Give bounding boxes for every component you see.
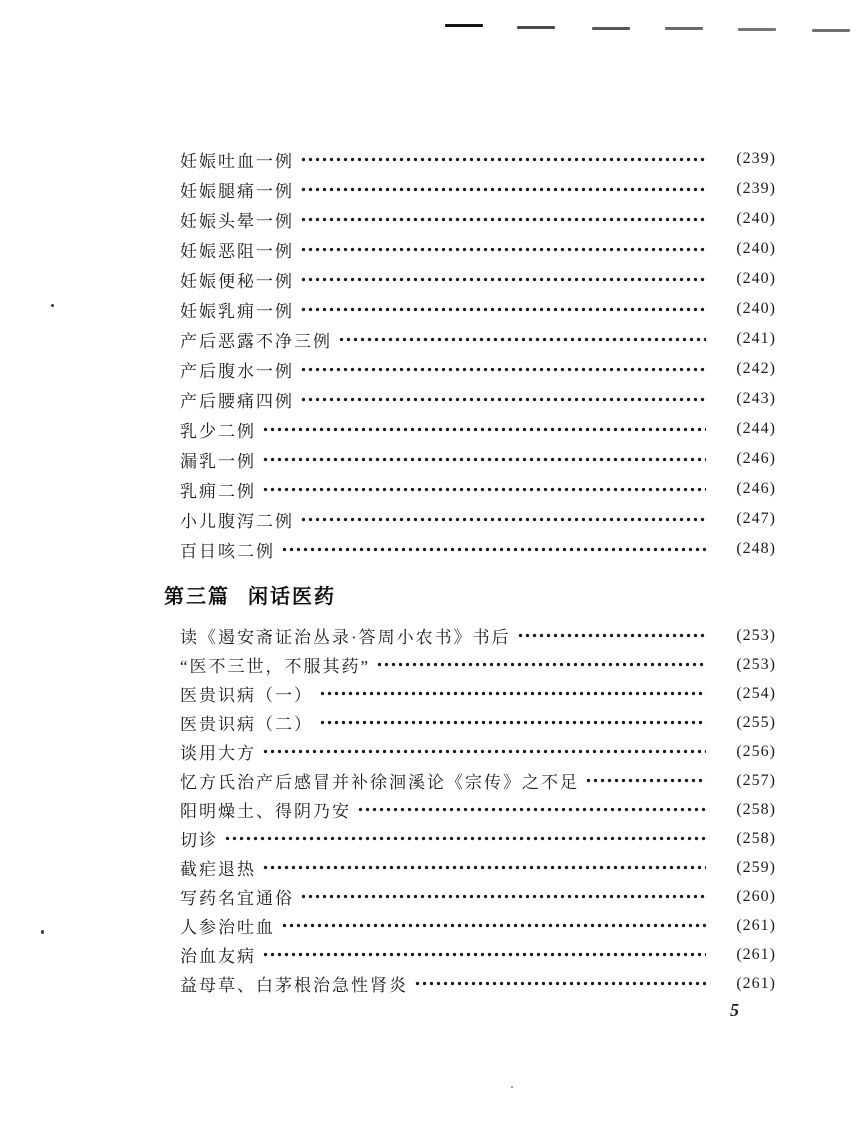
toc-entry-title: 忆方氏治产后感冒并补徐洄溪论《宗传》之不足 <box>180 773 579 792</box>
dot-leader <box>585 772 706 789</box>
dot-leader <box>300 888 706 905</box>
scan-speck <box>511 1086 513 1088</box>
toc-entry-title: 漏乳一例 <box>180 451 256 471</box>
scan-artifact-marks <box>0 24 866 34</box>
toc-entry-title: 切诊 <box>180 831 218 850</box>
toc-entry <box>180 621 776 650</box>
toc-entry <box>180 414 776 444</box>
toc-entry-title: 妊娠头晕一例 <box>180 211 294 231</box>
toc-entry-page-number: (261) <box>736 974 776 992</box>
toc-entry-title: 谈用大方 <box>180 744 256 763</box>
toc-entry <box>180 911 776 940</box>
toc-entry-title: 阳明燥土、得阴乃安 <box>180 802 351 821</box>
toc-entry-page-number: (254) <box>736 684 776 702</box>
toc-entry <box>180 679 776 708</box>
toc-entry-title: 医贵识病（一） <box>180 686 313 705</box>
toc-entry-page-number: (239) <box>736 180 776 197</box>
dot-leader <box>262 421 706 438</box>
toc-entry-page-number: (244) <box>736 420 776 437</box>
toc-entry-page-number: (242) <box>736 360 776 377</box>
dot-leader <box>300 181 706 198</box>
toc-entry-page-number: (253) <box>736 626 776 644</box>
toc-entry-title: 妊娠便秘一例 <box>180 271 294 291</box>
dot-leader <box>300 301 706 318</box>
toc-entry <box>180 174 776 204</box>
toc-entry <box>180 144 776 174</box>
dot-leader <box>300 271 706 288</box>
toc-entry-title: 百日咳二例 <box>180 541 275 561</box>
toc-entry <box>180 294 776 324</box>
dot-leader <box>262 946 706 963</box>
toc-entry <box>180 324 776 354</box>
toc-entry <box>180 534 776 564</box>
toc-entry <box>180 766 776 795</box>
dot-leader <box>262 743 706 760</box>
dash-mark <box>517 26 555 29</box>
toc-section-case-records <box>180 144 776 564</box>
toc-entry <box>180 824 776 853</box>
dot-leader <box>357 801 706 818</box>
toc-entry-title: 益母草、白茅根治急性肾炎 <box>180 976 408 995</box>
toc-entry-title: 产后腹水一例 <box>180 361 294 381</box>
dot-leader <box>281 541 706 558</box>
toc-entry <box>180 234 776 264</box>
dot-leader <box>319 714 706 731</box>
toc-entry-page-number: (253) <box>736 655 776 673</box>
toc-entry <box>180 354 776 384</box>
table-of-contents <box>164 144 776 998</box>
toc-entry <box>180 264 776 294</box>
toc-entry-page-number: (240) <box>736 300 776 317</box>
dot-leader <box>319 685 706 702</box>
dot-leader <box>300 361 706 378</box>
dot-leader <box>262 859 706 876</box>
dot-leader <box>300 211 706 228</box>
toc-entry <box>180 444 776 474</box>
toc-entry-title: 妊娠乳痈一例 <box>180 301 294 321</box>
dot-leader <box>517 627 706 644</box>
toc-entry-page-number: (258) <box>736 800 776 818</box>
toc-entry-page-number: (241) <box>736 330 776 347</box>
toc-entry-title: 写药名宜通俗 <box>180 889 294 908</box>
scan-speck <box>51 304 54 307</box>
toc-entry-title: 小儿腹泻二例 <box>180 511 294 531</box>
toc-entry <box>180 882 776 911</box>
toc-entry-title: 产后腰痛四例 <box>180 391 294 411</box>
toc-entry-page-number: (256) <box>736 742 776 760</box>
toc-entry-title: “医不三世，不服其药” <box>180 657 371 676</box>
dash-mark <box>445 24 483 27</box>
dot-leader <box>224 830 706 847</box>
toc-section-medical-talks <box>180 621 776 998</box>
toc-entry-title: 乳痈二例 <box>180 481 256 501</box>
toc-entry-page-number: (261) <box>736 916 776 934</box>
toc-entry-page-number: (258) <box>736 829 776 847</box>
scan-speck <box>41 930 44 934</box>
toc-entry-title: 截疟退热 <box>180 860 256 879</box>
toc-entry-title: 治血友病 <box>180 947 256 966</box>
dot-leader <box>414 975 706 992</box>
toc-entry-page-number: (240) <box>736 240 776 257</box>
toc-entry <box>180 384 776 414</box>
dot-leader <box>300 511 706 528</box>
toc-entry-page-number: (239) <box>736 150 776 167</box>
toc-entry-page-number: (247) <box>736 510 776 527</box>
dot-leader <box>262 481 706 498</box>
toc-entry-title: 读《遏安斋证治丛录·答周小农书》书后 <box>180 628 511 647</box>
toc-entry-title: 产后恶露不净三例 <box>180 331 332 351</box>
toc-entry-page-number: (257) <box>736 771 776 789</box>
toc-entry-title: 妊娠吐血一例 <box>180 151 294 171</box>
section-heading <box>164 580 776 609</box>
toc-entry-page-number: (255) <box>736 713 776 731</box>
toc-entry-title: 妊娠恶阻一例 <box>180 241 294 261</box>
toc-entry <box>180 504 776 534</box>
toc-entry-page-number: (246) <box>736 450 776 467</box>
toc-entry-page-number: (243) <box>736 390 776 407</box>
dot-leader <box>281 917 706 934</box>
page-number: 5 <box>730 1000 740 1020</box>
toc-entry <box>180 708 776 737</box>
dot-leader <box>376 656 706 673</box>
toc-entry <box>180 474 776 504</box>
toc-entry-page-number: (259) <box>736 858 776 876</box>
section-title: 闲话医药 <box>248 586 336 608</box>
dot-leader <box>300 151 706 168</box>
dot-leader <box>300 241 706 258</box>
dot-leader <box>262 451 706 468</box>
section-number: 第三篇 <box>164 586 230 608</box>
toc-entry <box>180 853 776 882</box>
dash-mark <box>738 28 776 31</box>
dash-mark <box>592 27 630 30</box>
toc-entry <box>180 969 776 998</box>
toc-entry-title: 医贵识病（二） <box>180 715 313 734</box>
toc-entry <box>180 650 776 679</box>
toc-entry-page-number: (260) <box>736 887 776 905</box>
toc-entry-page-number: (261) <box>736 945 776 963</box>
toc-entry-title: 人参治吐血 <box>180 918 275 937</box>
toc-entry-title: 妊娠腿痛一例 <box>180 181 294 201</box>
toc-entry-title: 乳少二例 <box>180 421 256 441</box>
toc-entry-page-number: (240) <box>736 270 776 287</box>
toc-entry <box>180 940 776 969</box>
toc-entry <box>180 737 776 766</box>
toc-entry <box>180 795 776 824</box>
dot-leader <box>338 331 706 348</box>
dash-mark <box>665 27 703 30</box>
dash-mark <box>812 29 850 32</box>
toc-entry-page-number: (240) <box>736 210 776 227</box>
toc-entry-page-number: (248) <box>736 540 776 557</box>
toc-entry <box>180 204 776 234</box>
dot-leader <box>300 391 706 408</box>
toc-entry-page-number: (246) <box>736 480 776 497</box>
